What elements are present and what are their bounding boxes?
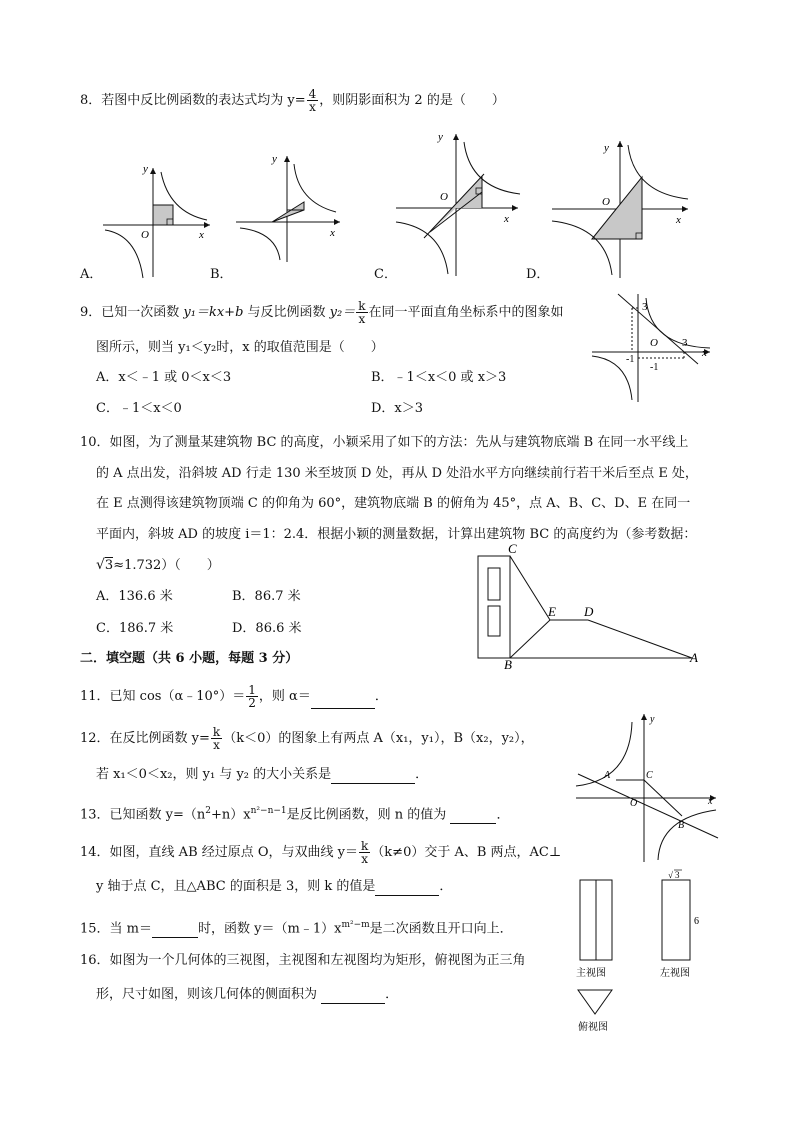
q8-graph-c — [392, 128, 527, 278]
q8-graph-d — [548, 135, 693, 280]
svg-text:y: y — [272, 153, 277, 165]
q16-line2: 形，尺寸如图，则该几何体的侧面积为 ． — [96, 987, 399, 1002]
svg-text:x: x — [702, 347, 707, 359]
q16-three-views — [572, 866, 722, 1036]
svg-text:C: C — [508, 541, 517, 556]
svg-text:C: C — [646, 770, 653, 781]
q10-line1: 10．如图，为了测量某建筑物 BC 的高度，小颖采用了如下的方法：先从与建筑物底端 B 在同一水平线上 — [80, 435, 689, 450]
svg-text:x: x — [708, 796, 713, 807]
svg-text:6: 6 — [694, 916, 699, 927]
q11: 11．已知 cos（α﹣10°）＝ $\frac{1}{2}$ ，则 α＝ ． — [80, 683, 388, 710]
q8-graph-b — [232, 150, 347, 265]
q10-line3: 在 E 点测得该建筑物顶端 C 的仰角为 60°，建筑物底端 B 的俯角为 45°，点 A、B、C、D、E 在同一 — [96, 496, 691, 511]
top-view-triangle — [578, 990, 612, 1014]
svg-text:主视图: 主视图 — [576, 968, 606, 979]
svg-text:O: O — [141, 229, 149, 241]
svg-text:y: y — [604, 142, 609, 154]
q14-graph — [572, 710, 722, 865]
q8-graph-a — [95, 160, 215, 280]
svg-text:3: 3 — [642, 301, 648, 313]
q13-answer-blank[interactable] — [450, 823, 496, 824]
svg-text:3: 3 — [675, 870, 680, 880]
q15-answer-blank[interactable] — [152, 937, 198, 938]
svg-text:y: y — [438, 131, 443, 143]
q8-fraction: $\frac{4}{x}$ — [308, 87, 317, 114]
svg-text:-1: -1 — [650, 362, 659, 373]
q13: 13．已知函数 $y=(n^2+n)x^{n^2-n-1}$是反比例函数，则 n 的值为 ． — [80, 806, 510, 823]
svg-text:y: y — [143, 163, 148, 175]
svg-text:B: B — [504, 657, 512, 670]
svg-text:左视图: 左视图 — [660, 968, 690, 979]
q10-option-b: B．86.7 米 — [232, 589, 301, 604]
svg-text:O: O — [602, 196, 610, 208]
left-view-rect — [662, 880, 690, 960]
q9-option-c: C．﹣1＜x＜0 — [96, 401, 182, 416]
q14-line2: y 轴于点 C，且△ABC 的面积是 3，则 k 的值是 ． — [96, 879, 453, 894]
q9-option-d: D．x＞3 — [371, 401, 424, 416]
svg-text:-1: -1 — [626, 354, 635, 365]
q8-option-b: B． — [210, 267, 233, 282]
svg-text:√: √ — [668, 870, 673, 880]
svg-text:D: D — [584, 604, 594, 619]
svg-text:O: O — [440, 191, 448, 203]
svg-text:A: A — [604, 770, 611, 781]
q12-line1: 12．在反比例函数 y= $\frac{k}{x}$ （k＜0）的图象上有两点 A（x₁，y₁），B（x₂，y₂）， — [80, 725, 534, 752]
svg-text:x: x — [504, 213, 509, 225]
q9-option-b: B．﹣1＜x＜0 或 x＞3 — [371, 370, 507, 385]
q10-option-a: A．136.6 米 — [96, 589, 173, 604]
q14-answer-blank[interactable] — [375, 895, 439, 896]
svg-text:俯视图: 俯视图 — [578, 1022, 608, 1033]
svg-text:x: x — [199, 229, 204, 241]
svg-text:x: x — [330, 227, 335, 239]
svg-text:3: 3 — [682, 337, 688, 349]
q10-line2: 的 A 点出发，沿斜坡 AD 行走 130 米至坡顶 D 处，再从 D 处沿水平方向继续前行若干米后至点 E 处， — [96, 466, 698, 481]
q12-answer-blank[interactable] — [331, 783, 415, 784]
svg-text:O: O — [630, 798, 638, 809]
svg-text:B: B — [678, 820, 685, 831]
q15: 15．当 m＝ 时，函数 $y=(m﹣1)x^{m^2-m}$是二次函数且开口向上． — [80, 920, 513, 937]
q9-stem-line2: 图所示，则当 y₁＜y₂时，x 的取值范围是（ ） — [96, 340, 384, 355]
q10-line5: √3≈1.732）（ ） — [96, 557, 220, 573]
q8-option-a: A． — [80, 267, 103, 282]
q8-option-d: D． — [526, 267, 550, 282]
q10-option-c: C．186.7 米 — [96, 621, 174, 636]
q12-line2: 若 x₁＜0＜x₂，则 y₁ 与 y₂ 的大小关系是 ． — [96, 767, 429, 782]
svg-text:x: x — [676, 214, 681, 226]
q10-option-d: D．86.6 米 — [232, 621, 302, 636]
q11-answer-blank[interactable] — [311, 708, 375, 709]
q9-graph — [588, 290, 718, 405]
q10-figure — [470, 540, 710, 670]
q14-line1: 14．如图，直线 AB 经过原点 O，与双曲线 y＝ $\frac{k}{x}$ （k≠0）交于 A、B 两点，AC⊥ — [80, 839, 562, 866]
svg-text:y: y — [650, 714, 655, 725]
q16-line1: 16．如图为一个几何体的三视图，主视图和左视图均为矩形，俯视图为正三角 — [80, 953, 526, 968]
q16-answer-blank[interactable] — [321, 1003, 385, 1004]
section-fill-in: 二．填空题（共 6 小题，每题 3 分） — [80, 651, 299, 666]
q8-option-c: C． — [374, 267, 397, 282]
q8-stem: 8．若图中反比例函数的表达式均为 y= $\frac{4}{x}$ ，则阴影面积为 2 的是（ ） — [80, 87, 505, 114]
q9-stem-line1: 9．已知一次函数 y₁＝kx+b 与反比例函数 y₂＝ $\frac{k}{x}$ 在同一平面直角坐标系中的图象如 — [80, 299, 564, 326]
svg-text:E: E — [548, 604, 556, 619]
q10-line4: 平面内，斜坡 AD 的坡度 i＝1：2.4．根据小颖的测量数据，计算出建筑物 BC 的高度约为（参考数据： — [96, 527, 697, 542]
svg-text:O: O — [650, 337, 658, 349]
q9-option-a: A．x＜﹣1 或 0＜x＜3 — [96, 370, 232, 385]
svg-text:A: A — [690, 650, 698, 665]
